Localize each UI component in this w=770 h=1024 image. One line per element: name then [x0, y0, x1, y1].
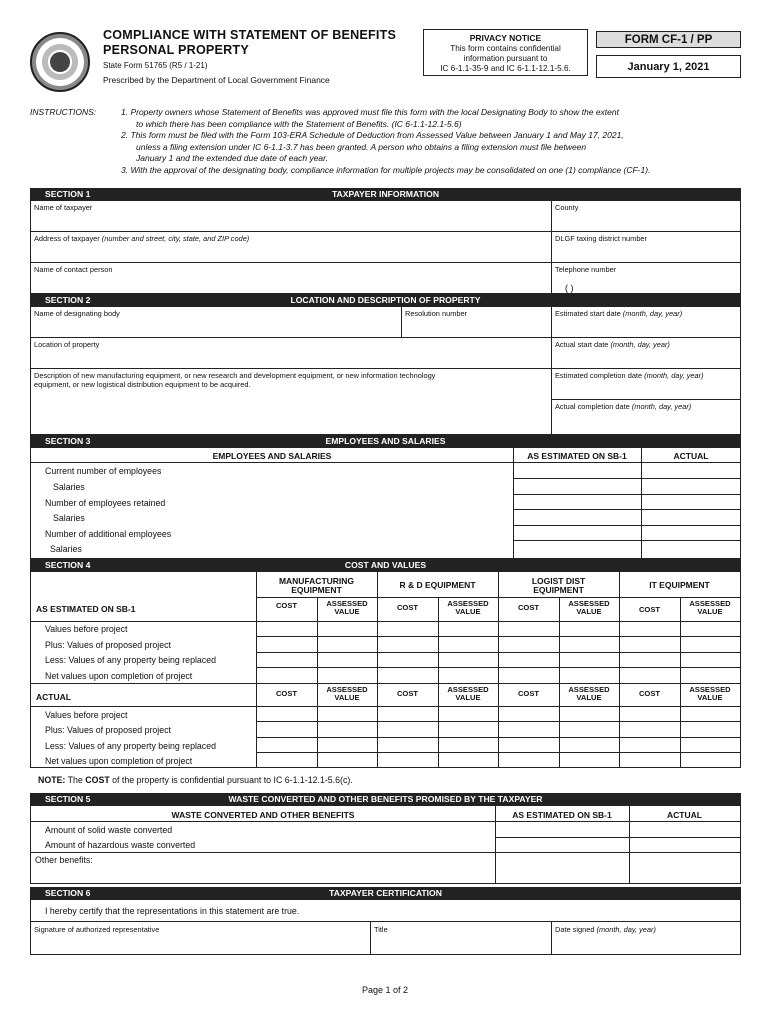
section-6-header: TAXPAYER CERTIFICATION SECTION 6: [30, 887, 741, 900]
instructions-list: 1. Property owners whose Statement of Benefits was approved must file this form with the local Designating Body to show the extent to which there has been compliance with the Statement of Benefits. (IC 6-1.1-12.1-5.6) 2. This form must be filed with the Form 103-ERA Schedule of Deduction from Assessed Value between January 1 and May 17, 2021, unless a filing extension under IC 6-1.1-3.7 has been granted. A person who obtains a filing extension must file between January 1 and the extended due date of each year. 3. With the approval of the designating body, compliance information for multiple projects may be consolidated on one (1) compliance (CF-1).: [121, 107, 651, 175]
cost-col-header: COST: [275, 689, 298, 698]
telephone-format: ( ): [565, 283, 574, 293]
table-row: Salaries: [53, 482, 85, 492]
section-3-header: EMPLOYEES AND SALARIES SECTION 3: [30, 435, 741, 448]
rd-equipment-header: R & D EQUIPMENT: [399, 580, 476, 590]
table-row: Amount of solid waste converted: [45, 825, 173, 835]
table-row: Number of additional employees: [45, 529, 172, 539]
resolution-number-field[interactable]: Resolution number: [405, 309, 468, 318]
it-equipment-header: IT EQUIPMENT: [649, 580, 710, 590]
assessed-col-header: ASSESSED VALUE: [568, 599, 610, 616]
form-id: FORM CF-1 / PP: [596, 31, 741, 48]
other-benefits-field[interactable]: Other benefits:: [35, 855, 93, 865]
cost-col-header: COST: [638, 689, 661, 698]
dlgf-district-field[interactable]: DLGF taxing district number: [555, 234, 648, 243]
table-row: Values before project: [45, 710, 128, 720]
section-3-table: [30, 448, 741, 559]
employees-col-header: EMPLOYEES AND SALARIES: [212, 451, 332, 461]
instructions-label: INSTRUCTIONS:: [30, 107, 97, 117]
state-seal-icon: [30, 32, 90, 92]
actual-col-header: ACTUAL: [673, 451, 709, 461]
cost-col-header: COST: [396, 603, 419, 612]
section-6-box: [30, 900, 741, 955]
actual-subheader: ACTUAL: [36, 692, 71, 702]
table-row: Plus: Values of proposed project: [45, 725, 171, 735]
actual-completion-date-field[interactable]: Actual completion date (month, day, year): [555, 402, 692, 411]
estimated-col-header: AS ESTIMATED ON SB-1: [527, 451, 627, 461]
designating-body-field[interactable]: Name of designating body: [34, 309, 120, 318]
cost-col-header: COST: [396, 689, 419, 698]
estimated-subheader: AS ESTIMATED ON SB-1: [36, 604, 136, 614]
date-signed-field[interactable]: Date signed (month, day, year): [555, 925, 656, 934]
cost-confidential-note: NOTE: The COST of the property is confidential pursuant to IC 6-1.1-12.1-5.6(c).: [38, 775, 353, 785]
assessed-col-header: ASSESSED VALUE: [447, 685, 489, 702]
table-row: Values before project: [45, 624, 128, 634]
section-2-header: LOCATION AND DESCRIPTION OF PROPERTY SECTION 2: [30, 294, 741, 307]
section-2-box: [30, 307, 741, 435]
section-5-header: WASTE CONVERTED AND OTHER BENEFITS PROMISED BY THE TAXPAYER SECTION 5: [30, 793, 741, 806]
telephone-field[interactable]: Telephone number: [555, 265, 617, 274]
cost-col-header: COST: [275, 601, 298, 610]
table-row: Less: Values of any property being replaced: [45, 655, 216, 665]
privacy-notice: PRIVACY NOTICE This form contains confidential information pursuant to IC 6-1.1-35-9 and IC 6-1.1-12.1-5.6.: [423, 29, 588, 76]
manufacturing-equipment-header: MANUFACTURING EQUIPMENT: [278, 576, 355, 595]
taxpayer-name-field[interactable]: Name of taxpayer: [34, 203, 93, 212]
section-4-table: [30, 572, 741, 768]
assessed-col-header: ASSESSED VALUE: [689, 599, 731, 616]
table-row: Net values upon completion of project: [45, 671, 193, 681]
title-field[interactable]: Title: [374, 925, 388, 934]
section-1-box: [30, 201, 741, 294]
table-row: Less: Values of any property being replaced: [45, 741, 216, 751]
section-5-table: [30, 806, 741, 884]
certification-statement: I hereby certify that the representations in this statement are true.: [45, 906, 300, 916]
section-4-header: COST AND VALUES SECTION 4: [30, 559, 741, 572]
property-location-field[interactable]: Location of property: [34, 340, 100, 349]
equipment-description-field[interactable]: Description of new manufacturing equipment, or new research and development equipment, or new information technology equipment, or new logistical distribution equipment to be acquired.: [34, 371, 436, 389]
page-number: Page 1 of 2: [361, 985, 409, 995]
assessed-col-header: ASSESSED VALUE: [326, 599, 368, 616]
estimated-completion-date-field[interactable]: Estimated completion date (month, day, year): [555, 371, 704, 380]
table-row: Salaries: [53, 513, 85, 523]
table-row: Number of employees retained: [45, 498, 166, 508]
signature-field[interactable]: Signature of authorized representative: [34, 925, 160, 934]
table-row: Plus: Values of proposed project: [45, 640, 171, 650]
form-date: January 1, 2021: [596, 55, 741, 78]
logistics-equipment-header: LOGIST DIST EQUIPMENT: [531, 576, 586, 595]
state-form-number: State Form 51765 (R5 / 1-21): [103, 61, 208, 70]
waste-col-header: WASTE CONVERTED AND OTHER BENEFITS: [171, 810, 355, 820]
section-1-header: TAXPAYER INFORMATION SECTION 1: [30, 188, 741, 201]
estimated-col-header: AS ESTIMATED ON SB-1: [512, 810, 612, 820]
cost-col-header: COST: [517, 603, 540, 612]
table-row: Amount of hazardous waste converted: [45, 840, 196, 850]
assessed-col-header: ASSESSED VALUE: [447, 599, 489, 616]
actual-col-header: ACTUAL: [667, 810, 702, 820]
table-row: Current number of employees: [45, 466, 162, 476]
actual-start-date-field[interactable]: Actual start date (month, day, year): [555, 340, 670, 349]
assessed-col-header: ASSESSED VALUE: [326, 685, 368, 702]
table-row: Net values upon completion of project: [45, 756, 193, 766]
estimated-start-date-field[interactable]: Estimated start date (month, day, year): [555, 309, 683, 318]
prescribed-by: Prescribed by the Department of Local Government Finance: [103, 75, 330, 85]
table-row: Salaries: [50, 544, 82, 554]
cost-col-header: COST: [638, 605, 661, 614]
assessed-col-header: ASSESSED VALUE: [568, 685, 610, 702]
taxpayer-address-field[interactable]: Address of taxpayer (number and street, city, state, and ZIP code): [34, 234, 250, 243]
cost-col-header: COST: [517, 689, 540, 698]
form-title: COMPLIANCE WITH STATEMENT OF BENEFITS PERSONAL PROPERTY: [103, 28, 397, 57]
assessed-col-header: ASSESSED VALUE: [689, 685, 731, 702]
county-field[interactable]: County: [555, 203, 579, 212]
contact-person-field[interactable]: Name of contact person: [34, 265, 113, 274]
